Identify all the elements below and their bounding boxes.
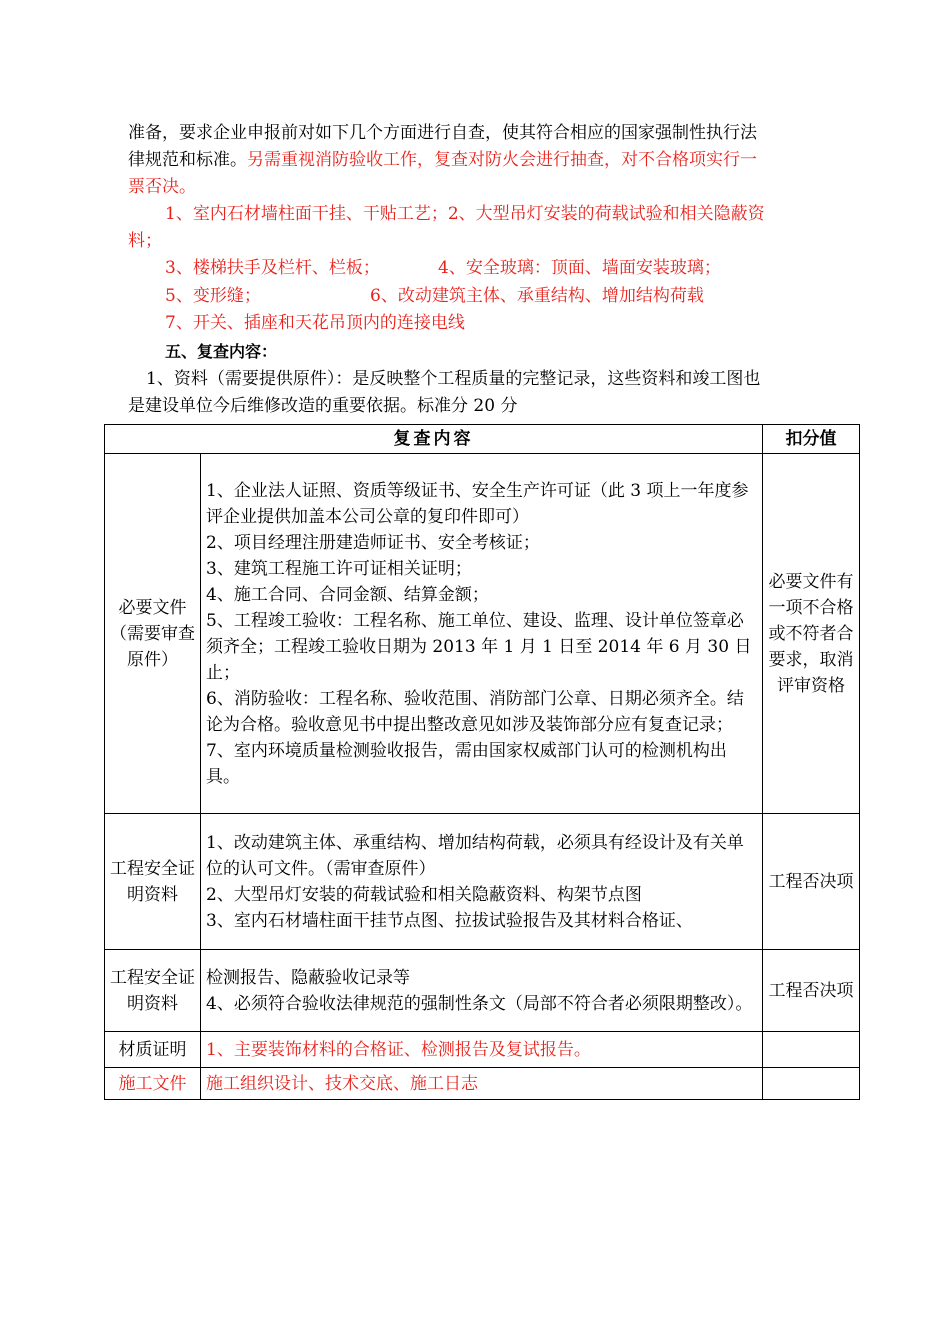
- intro-line-2-red: 另需重视消防验收工作，复查对防火会进行抽查，对不合格项实行一: [247, 150, 757, 170]
- content-line: 6、消防验收：工程名称、验收范围、消防部门公章、日期必须齐全。结论为合格。验收意见书中提出整改意见如涉及装饰部分应有复查记录；: [206, 688, 744, 735]
- intro-line-2: [128, 148, 757, 172]
- row-label: 必要文件（需要审查原件）: [105, 454, 201, 814]
- review-table: [104, 424, 860, 1100]
- row-label: 工程安全证明资料: [105, 950, 201, 1032]
- content-line: 4、施工合同、合同金额、结算金额；: [206, 584, 489, 605]
- table-row: [105, 1068, 860, 1100]
- row-label: 施工文件: [105, 1068, 201, 1100]
- row-content: [201, 950, 763, 1032]
- content-line: 1、改动建筑主体、承重结构、增加结构荷载，必须具有经设计及有关单位的认可文件。（需审查原件）: [206, 832, 744, 879]
- content-line: 2、大型吊灯安装的荷载试验和相关隐蔽资料、构架节点图: [206, 884, 642, 905]
- content-line: 3、建筑工程施工许可证相关证明；: [206, 558, 472, 579]
- content-line: 2、项目经理注册建造师证书、安全考核证；: [206, 532, 540, 553]
- table-header-row: [105, 425, 860, 454]
- intro-line-1: 准备，要求企业申报前对如下几个方面进行自查，使其符合相应的国家强制性执行法: [128, 123, 757, 143]
- row-content: [201, 814, 763, 950]
- item-7: 7、开关、插座和天花吊顶内的连接电线: [165, 313, 465, 333]
- content-line: 4、必须符合验收法律规范的强制性条文（局部不符合者必须限期整改）。: [206, 993, 753, 1014]
- header-content: 复查内容: [105, 425, 763, 454]
- content-line: 1、企业法人证照、资质等级证书、安全生产许可证（此 3 项上一年度参评企业提供加盖本公司公章的复印件即可）: [206, 480, 749, 527]
- table-row: [105, 950, 860, 1032]
- table-row: [105, 454, 860, 814]
- row-content: [201, 454, 763, 814]
- item-1-line-b: 料；: [128, 231, 162, 251]
- item-3: 3、楼梯扶手及栏杆、栏板；: [165, 258, 380, 278]
- content-line: 检测报告、隐蔽验收记录等: [206, 967, 410, 988]
- content-line: 7、室内环境质量检测验收报告，需由国家权威部门认可的检测机构出具。: [206, 740, 727, 787]
- content-line: 5、工程竣工验收：工程名称、施工单位、建设、监理、设计单位签章必须齐全；工程竣工验收日期为 2013 年 1 月 1 日至 2014 年 6 月 30 日止；: [206, 610, 752, 683]
- row-score: 工程否决项: [763, 950, 860, 1032]
- row-score: 必要文件有一项不合格或不符者合要求，取消评审资格: [763, 454, 860, 814]
- row-content: 1、主要装饰材料的合格证、检测报告及复试报告。: [201, 1032, 763, 1068]
- header-score: 扣分值: [763, 425, 860, 454]
- item-1-line-a: 1、室内石材墙柱面干挂、干贴工艺；2、大型吊灯安装的荷载试验和相关隐蔽资: [165, 204, 765, 224]
- row-score: 工程否决项: [763, 814, 860, 950]
- item-6: 6、改动建筑主体、承重结构、增加结构荷载: [370, 286, 704, 306]
- content-line: 3、室内石材墙柱面干挂节点图、拉拔试验报告及其材料合格证、: [206, 910, 693, 931]
- section-5-para-line-2: 是建设单位今后维修改造的重要依据。标准分 20 分: [128, 396, 518, 416]
- table-row: [105, 814, 860, 950]
- section-5-heading: 五、复查内容：: [165, 342, 278, 361]
- intro-line-2-black: 律规范和标准。: [128, 150, 247, 170]
- item-5: 5、变形缝；: [165, 286, 261, 306]
- row-label: 工程安全证明资料: [105, 814, 201, 950]
- table-row: [105, 1032, 860, 1068]
- row-label: 材质证明: [105, 1032, 201, 1068]
- item-4: 4、安全玻璃：顶面、墙面安装玻璃；: [438, 258, 721, 278]
- row-score: [763, 1068, 860, 1100]
- intro-line-3: 票否决。: [128, 177, 196, 197]
- row-content: 施工组织设计、技术交底、施工日志: [201, 1068, 763, 1100]
- section-5-para-line-1: 1、资料（需要提供原件）：是反映整个工程质量的完整记录，这些资料和竣工图也: [146, 369, 761, 389]
- row-score: [763, 1032, 860, 1068]
